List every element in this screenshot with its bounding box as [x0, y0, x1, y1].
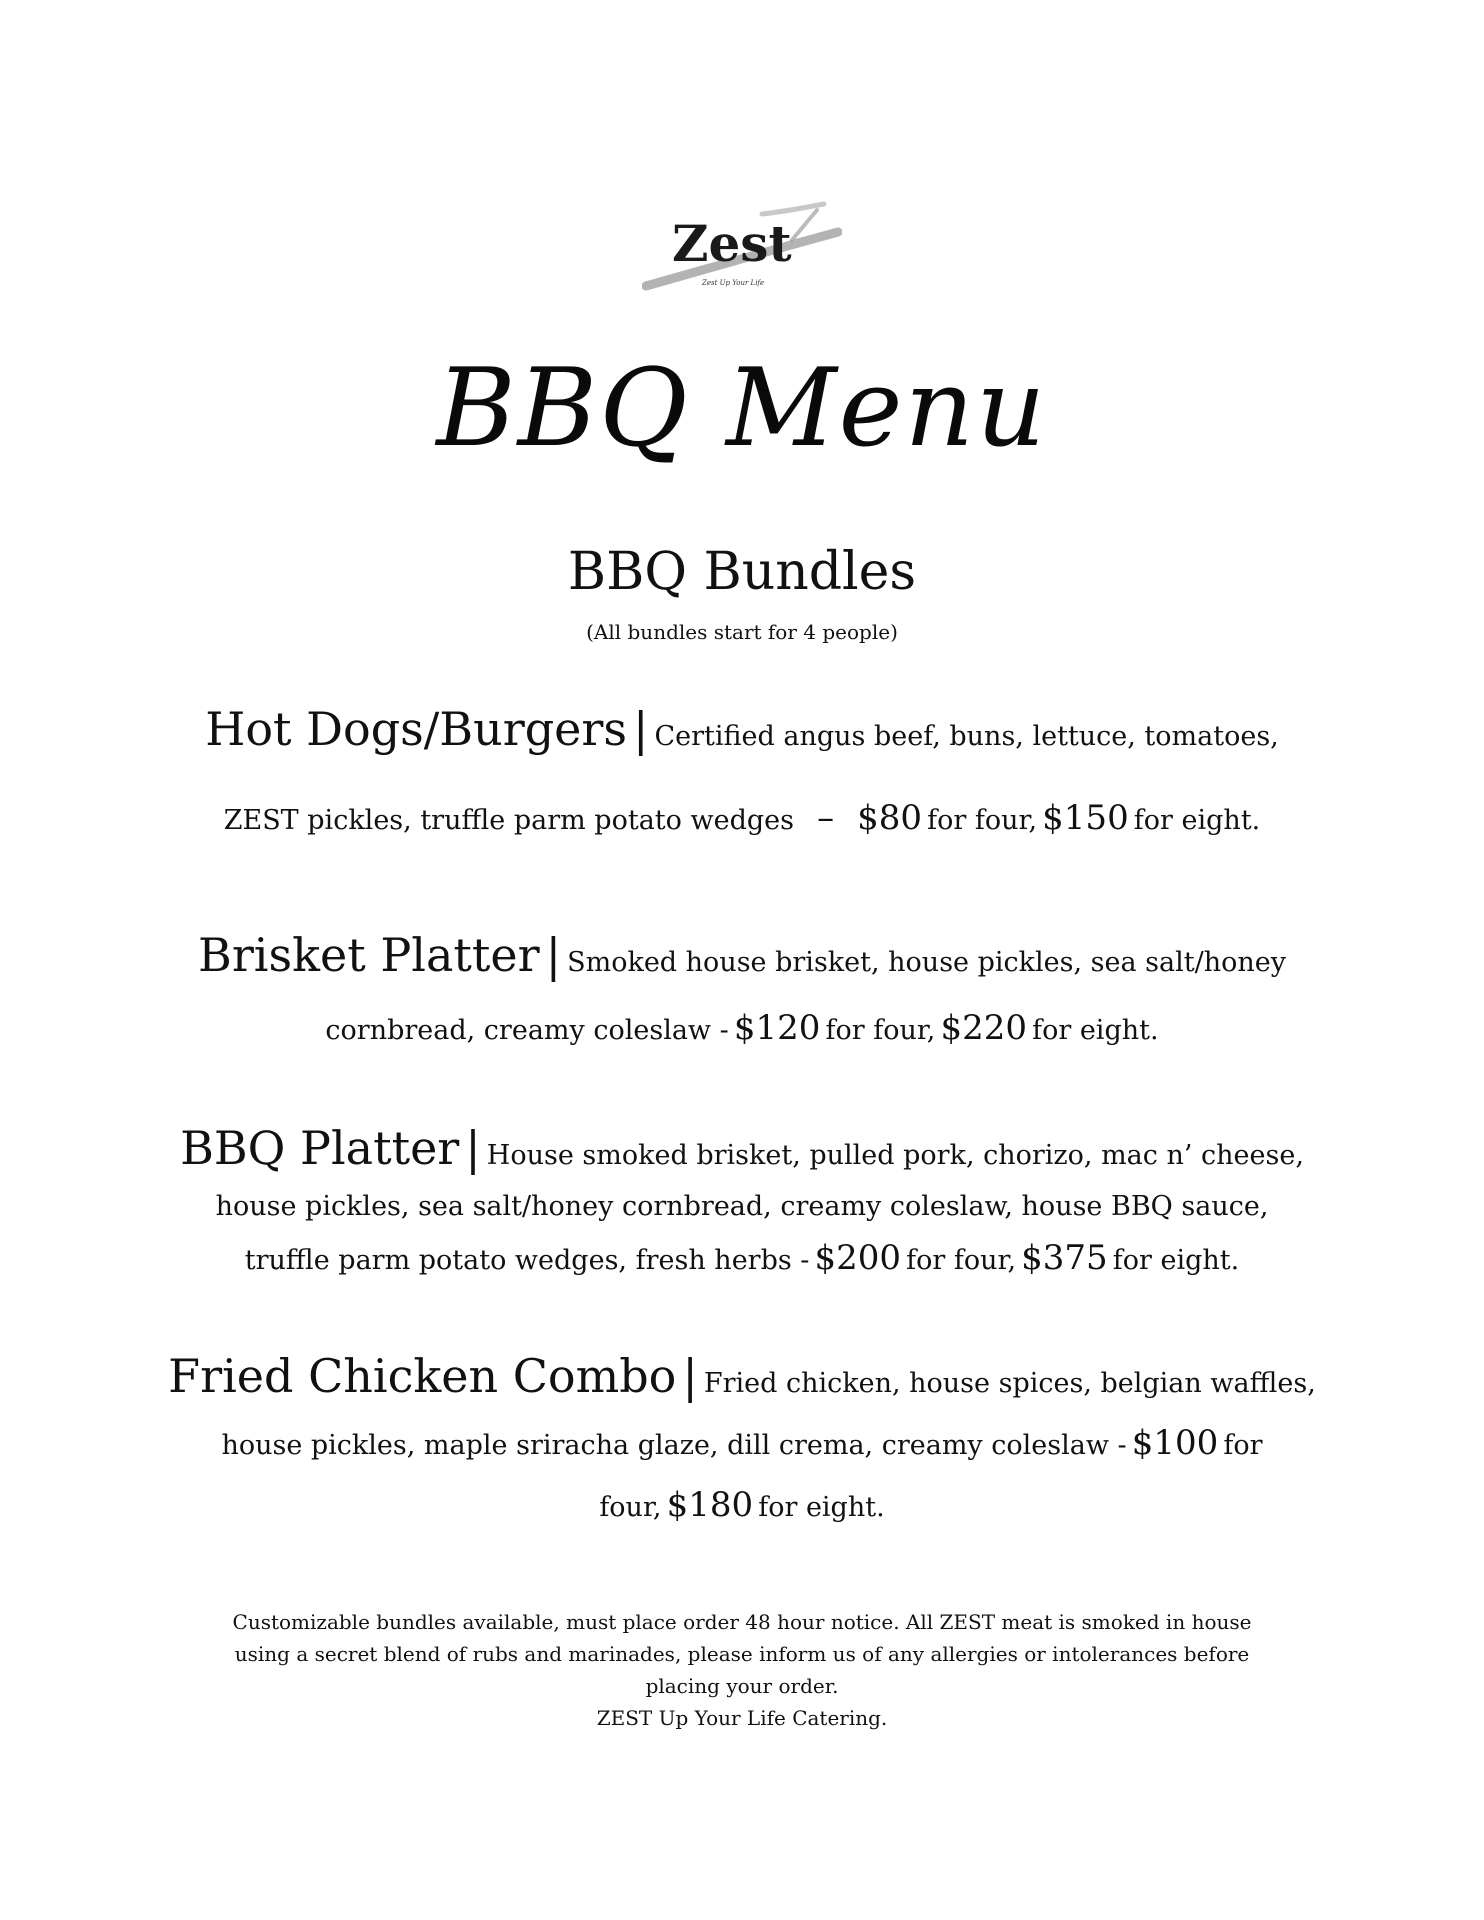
item-name: BBQ Platter — [180, 1121, 460, 1175]
item-description: Smoked house brisket, house pickles, sea salt/honey — [567, 947, 1286, 978]
price-four: $200 — [814, 1238, 902, 1278]
item-separator: | — [632, 702, 649, 756]
item-description: ZEST pickles, truffle parm potato wedges — [223, 805, 794, 836]
item-separator: | — [682, 1349, 698, 1403]
footer-signature: ZEST Up Your Life Catering. — [596, 1706, 888, 1730]
footer-notice — [190, 1606, 1294, 1734]
item-description: House smoked brisket, pulled pork, chorizo, mac n’ cheese, — [486, 1140, 1304, 1171]
menu-item-hot-dogs-burgers — [150, 690, 1334, 863]
price-four-label: four, — [599, 1492, 662, 1523]
section-subtitle: (All bundles start for 4 people) — [586, 620, 898, 644]
item-name: Fried Chicken Combo — [168, 1349, 677, 1403]
price-eight: $150 — [1042, 798, 1129, 838]
item-description: house pickles, maple sriracha glaze, dill crema, creamy coleslaw - — [221, 1430, 1127, 1461]
menu-item-fried-chicken-combo — [150, 1348, 1334, 1539]
item-description: Certified angus beef, buns, lettuce, tomatoes, — [654, 721, 1279, 752]
footer-line: placing your order. — [645, 1674, 839, 1698]
price-eight-label: for eight. — [1032, 1015, 1159, 1046]
price-eight: $375 — [1021, 1238, 1108, 1278]
logo-wordmark: Zest — [672, 214, 792, 273]
item-name: Brisket Platter — [198, 928, 540, 982]
price-four: $80 — [857, 798, 923, 838]
price-eight-label: for eight. — [1133, 805, 1261, 836]
item-description: truffle parm potato wedges, fresh herbs - — [244, 1245, 810, 1276]
price-eight: $220 — [940, 1008, 1027, 1048]
item-description: house pickles, sea salt/honey cornbread, creamy coleslaw, house BBQ sauce, — [215, 1191, 1269, 1222]
price-four-label: for — [1223, 1430, 1263, 1461]
price-four-label: for four, — [927, 805, 1038, 836]
price-four: $100 — [1131, 1423, 1219, 1463]
price-four-label: for four, — [906, 1245, 1017, 1276]
menu-item-brisket-platter — [150, 924, 1334, 1065]
item-description: Fried chicken, house spices, belgian waffles, — [703, 1368, 1316, 1399]
zest-logo — [642, 200, 842, 300]
footer-line: using a secret blend of rubs and marinades, please inform us of any allergies or intolerances before — [234, 1642, 1250, 1666]
item-dash: – — [817, 798, 835, 838]
menu-item-bbq-platter — [150, 1121, 1334, 1288]
item-name: Hot Dogs/Burgers — [205, 702, 627, 756]
item-separator: | — [545, 928, 562, 982]
footer-line: Customizable bundles available, must place order 48 hour notice. All ZEST meat is smoked in house — [232, 1610, 1252, 1634]
item-description: cornbread, creamy coleslaw - — [325, 1015, 729, 1046]
logo-tagline: Zest Up Your Life — [702, 279, 765, 287]
section-title: BBQ Bundles — [567, 542, 917, 602]
price-four: $120 — [733, 1008, 821, 1048]
page-title: BBQ Menu — [436, 346, 1048, 471]
price-eight-label: for eight. — [1112, 1245, 1240, 1276]
item-separator: | — [465, 1121, 481, 1175]
price-eight: $180 — [666, 1485, 754, 1525]
price-four-label: for four, — [825, 1015, 936, 1046]
price-eight-label: for eight. — [758, 1492, 885, 1523]
